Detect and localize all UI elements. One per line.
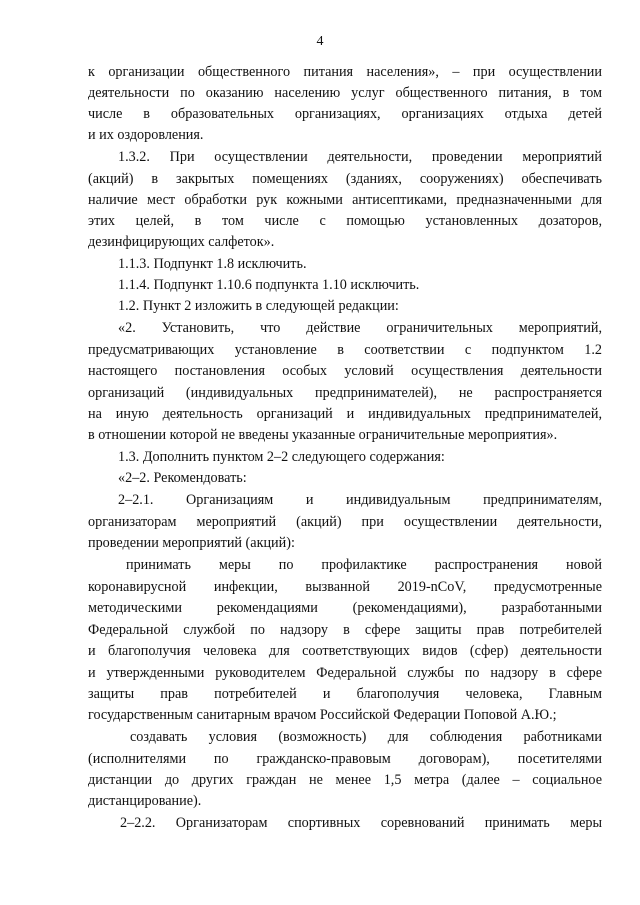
text-line: 1.1.3. Подпункт 1.8 исключить. bbox=[118, 256, 307, 272]
text-line: 1.1.4. Подпункт 1.10.6 подпункта 1.10 исключить. bbox=[118, 277, 420, 293]
text-line: государственным санитарным врачом Российской Федерации Поповой А.Ю.; bbox=[88, 707, 557, 723]
text-line: настоящего постановления особых условий осуществления деятельности bbox=[88, 363, 602, 379]
page-number: 4 bbox=[316, 34, 324, 49]
text-line: защиты прав потребителей и благополучия человека, Главным bbox=[88, 686, 602, 702]
text-line: дистанцирование). bbox=[88, 793, 202, 809]
text-line: (исполнителями по гражданско-правовым договорам), посетителями bbox=[88, 751, 602, 767]
text-line: 2–2.1. Организациям и индивидуальным предпринимателям, bbox=[118, 492, 602, 508]
text-line: 2–2.2. Организаторам спортивных соревнований принимать меры bbox=[120, 815, 602, 831]
text-line: на иную деятельность организаций и индивидуальных предпринимателей, bbox=[88, 406, 602, 422]
text-line: организаторам мероприятий (акций) при осуществлении деятельности, bbox=[88, 514, 602, 530]
text-line: в отношении которой не введены указанные ограничительные мероприятия». bbox=[88, 427, 558, 443]
text-line: дезинфицирующих салфеток». bbox=[88, 234, 275, 250]
text-line: деятельности по оказанию населению услуг общественного питания, в том bbox=[88, 85, 602, 101]
text-line: создавать условия (возможность) для соблюдения работниками bbox=[130, 729, 602, 745]
text-line: к организации общественного питания населения», – при осуществлении bbox=[88, 64, 602, 80]
text-line: Федеральной службой по надзору в сфере защиты прав потребителей bbox=[88, 622, 602, 638]
text-line: «2. Установить, что действие ограничительных мероприятий, bbox=[118, 320, 602, 336]
text-line: организаций (индивидуальных предпринимателей), не распространяется bbox=[88, 385, 602, 401]
text-line: проведении мероприятий (акций): bbox=[88, 535, 295, 551]
text-line: наличие мест обработки рук кожными антисептиками, предназначенными для bbox=[88, 192, 602, 208]
text-line: числе в образовательных организациях, организациях отдыха детей bbox=[88, 106, 602, 122]
text-line: «2–2. Рекомендовать: bbox=[118, 470, 247, 486]
text-line: предусматривающих установление в соответствии с подпунктом 1.2 bbox=[88, 342, 602, 358]
text-line: коронавирусной инфекции, вызванной 2019-nCoV, предусмотренные bbox=[88, 579, 602, 595]
text-line: дистанции до других граждан не менее 1,5 метра (далее – социальное bbox=[88, 772, 602, 788]
text-line: и утвержденными руководителем Федеральной службы по надзору в сфере bbox=[88, 665, 602, 681]
text-line: 1.2. Пункт 2 изложить в следующей редакции: bbox=[118, 298, 399, 314]
text-line: 1.3.2. При осуществлении деятельности, проведении мероприятий bbox=[118, 149, 602, 165]
text-line: и благополучия человека для соответствующих видов (сфер) деятельности bbox=[88, 643, 602, 659]
text-line: этих целей, в том числе с помощью установленных дозаторов, bbox=[88, 213, 602, 229]
text-line: методическими рекомендациями (рекомендациями), разработанными bbox=[88, 600, 602, 616]
text-line: (акций) в закрытых помещениях (зданиях, сооружениях) обеспечивать bbox=[88, 171, 602, 187]
text-line: и их оздоровления. bbox=[88, 127, 204, 143]
text-line: принимать меры по профилактике распространения новой bbox=[126, 557, 602, 573]
text-line: 1.3. Дополнить пунктом 2–2 следующего содержания: bbox=[118, 449, 445, 465]
